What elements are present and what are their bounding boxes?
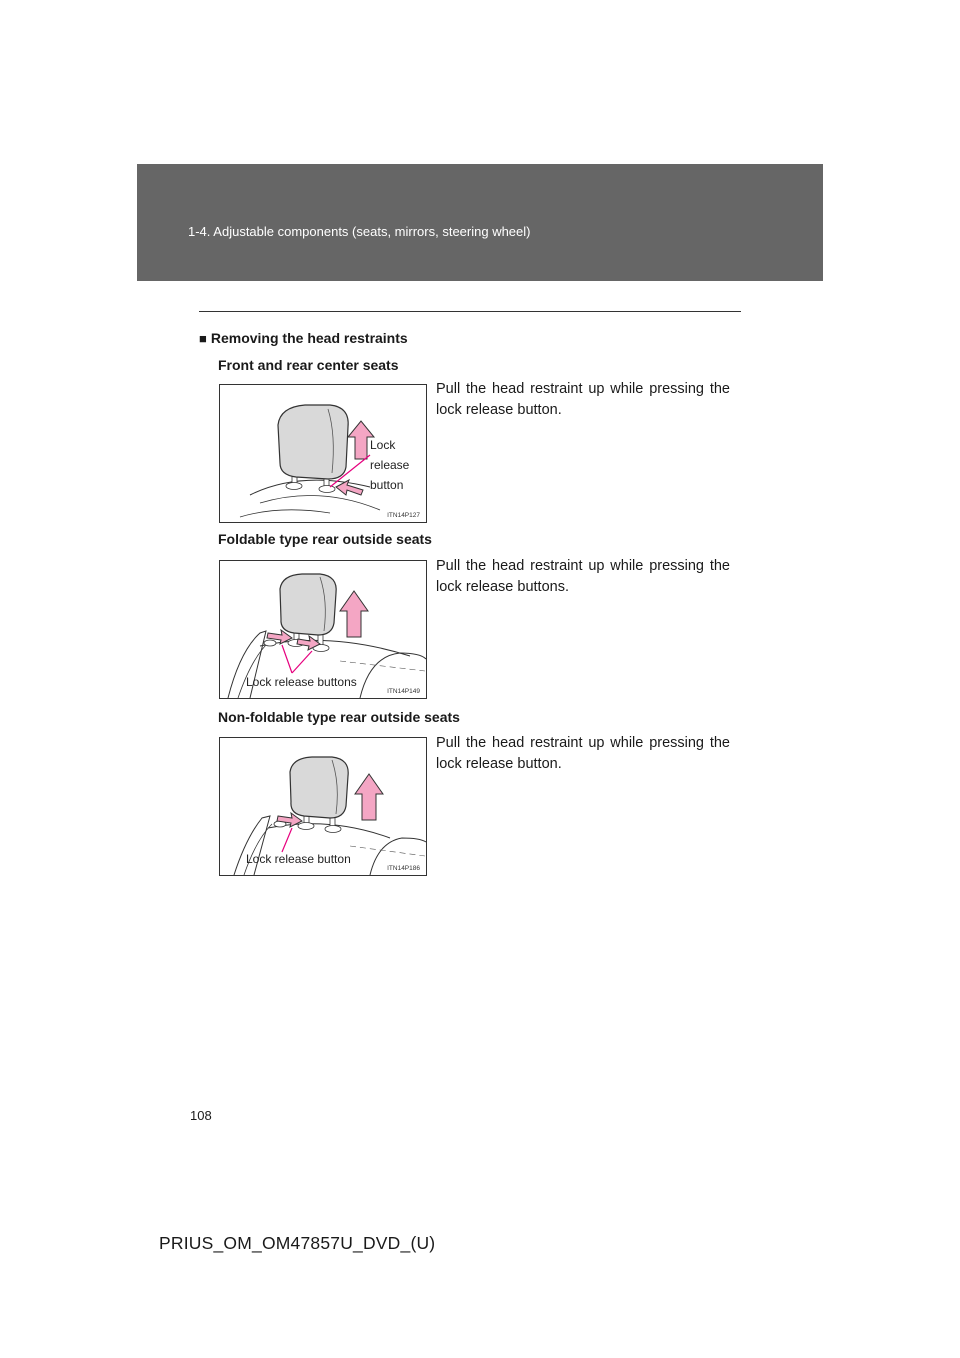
figure-non-foldable-rear [219,737,427,876]
instruction-foldable-rear: Pull the head restraint up while pressing the lock release buttons. [436,558,730,595]
instruction-front-rear-center: Pull the head restraint up while pressing the lock release button. [436,381,730,418]
section-header-band [137,164,823,281]
instruction-non-foldable-rear: Pull the head restraint up while pressing the lock release button. [436,735,730,772]
figure-foldable-rear [219,560,427,699]
figure-code-2: ITN14P149 [387,688,420,695]
figure-code-3: ITN14P186 [387,865,420,872]
document-code: PRIUS_OM_OM47857U_DVD_(U) [159,1233,436,1253]
section-title: 1-4. Adjustable components (seats, mirrors, steering wheel) [188,224,531,239]
section-title-non-foldable-rear: Non-foldable type rear outside seats [218,709,460,725]
heading-text: Removing the head restraints [210,330,408,346]
section-title-foldable-rear: Foldable type rear outside seats [218,531,432,547]
callout-lock-release-buttons: Lock release buttons [246,675,357,689]
callout-lock-release-button: Lock release button [370,438,410,492]
section-title-front-rear-center: Front and rear center seats [218,357,399,373]
header-rule [199,311,741,312]
page-heading [199,330,408,346]
figure-front-rear-center [219,384,427,523]
heading-square-marker: ■ [199,331,207,346]
callout-lock-release-button-rear: Lock release button [246,852,351,866]
page-number: 108 [190,1108,212,1123]
figure-code-1: ITN14P127 [387,512,420,519]
